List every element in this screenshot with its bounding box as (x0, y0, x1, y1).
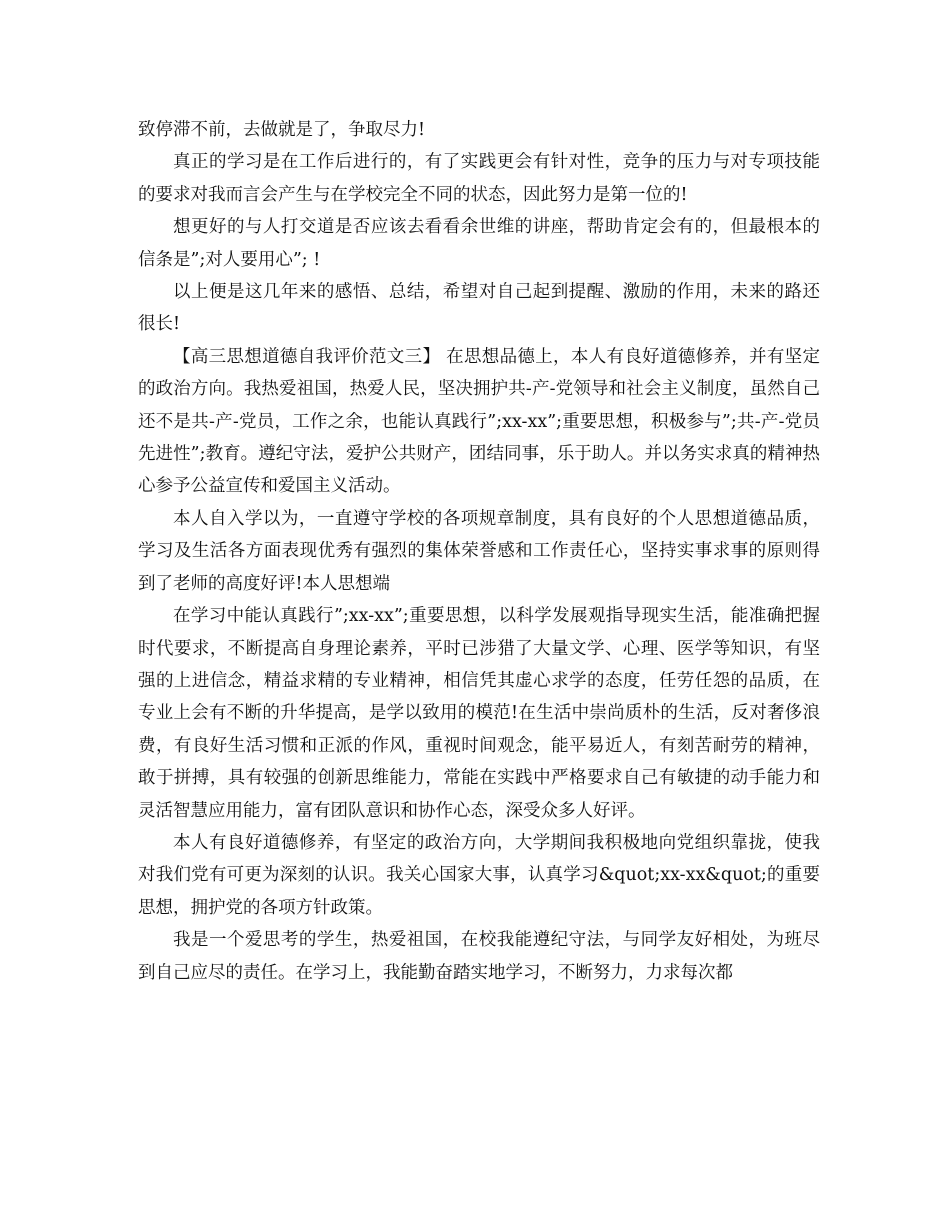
paragraph-3: 想更好的与人打交道是否应该去看看余世维的讲座，帮助肯定会有的，但最根本的信条是”;对人要用心”; ! (138, 217, 820, 270)
paragraph-5-text: 在思想品德上，本人有良好道德修养，并有坚定的政治方向。我热爱祖国，热爱人民，坚决拥护共-产-党领导和社会主义制度，虽然自己还不是共-产-党员，工作之余，也能认真践行”;xx-xx”;重要思想，积极参与”;共-产-党员先进性”;教育。遵纪守法，爱护公共财产，团结同事，乐于助人。并以务实求真的精神热心参予公益宣传和爱国主义活动。 (138, 346, 821, 497)
paragraph-8: 本人有良好道德修养，有坚定的政治方向，大学期间我积极地向党组织靠拢，使我对我们党有可更为深刻的认识。我关心国家大事，认真学习&quot;xx-xx&quot;的重要思想，拥护党的各项方针政策。 (138, 832, 820, 918)
section-heading: 【高三思想道德自我评价范文三】 (173, 346, 441, 367)
paragraph-5 (138, 341, 820, 503)
document-body (138, 114, 820, 989)
paragraph-4: 以上便是这几年来的感悟、总结，希望对自己起到提醒、激励的作用，未来的路还很长! (138, 282, 820, 335)
paragraph-7: 在学习中能认真践行”;xx-xx”;重要思想，以科学发展观指导现实生活，能准确把握时代要求，不断提高自身理论素养，平时已涉猎了大量文学、心理、医学等知识，有坚强的上进信念，精益求精的专业精神，相信凭其虚心求学的态度，任劳任怨的品质，在专业上会有不断的升华提高，是学以致用的模范!在生活中崇尚质朴的生活，反对奢侈浪费，有良好生活习惯和正派的作风，重视时间观念，能平易近人，有刻苦耐劳的精神，敢于拼搏，具有较强的创新思维能力，常能在实践中严格要求自己有敏捷的动手能力和灵活智慧应用能力，富有团队意识和协作心态，深受众多人好评。 (138, 606, 820, 821)
paragraph-1: 致停滞不前，去做就是了，争取尽力! (138, 120, 426, 140)
paragraph-9: 我是一个爱思考的学生，热爱祖国，在校我能遵纪守法，与同学友好相处，为班尽到自己应尽的责任。在学习上，我能勤奋踏实地学习，不断努力，力求每次都 (138, 930, 820, 983)
paragraph-6: 本人自入学以为，一直遵守学校的各项规章制度，具有良好的个人思想道德品质，学习及生活各方面表现优秀有强烈的集体荣誉感和工作责任心，坚持实事求事的原则得到了老师的高度好评!本人思想端 (138, 508, 820, 594)
paragraph-2: 真正的学习是在工作后进行的，有了实践更会有针对性，竞争的压力与对专项技能的要求对我而言会产生与在学校完全不同的状态，因此努力是第一位的! (138, 152, 820, 205)
